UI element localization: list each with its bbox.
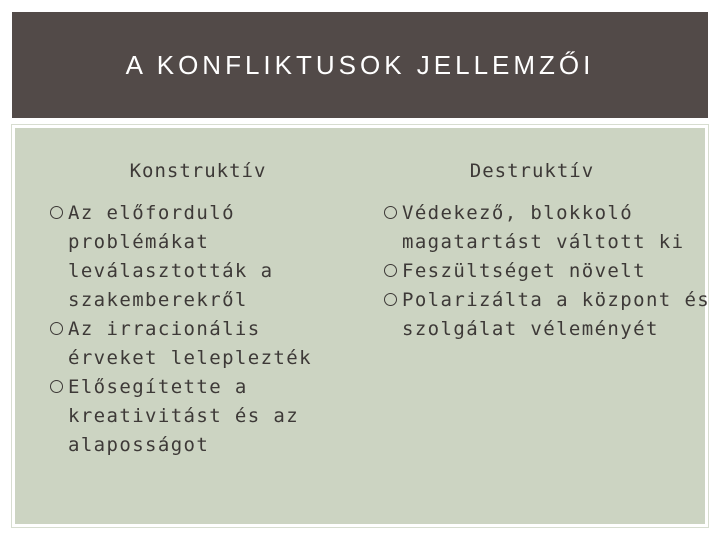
list-item — [48, 199, 363, 315]
circle-bullet-icon — [50, 206, 63, 219]
list-item-text: Elősegítette a kreativitást és az alaposságot — [68, 376, 300, 456]
list-item — [382, 199, 720, 257]
column-destructive — [382, 128, 712, 344]
list-item-text: Feszültséget növelt — [402, 260, 646, 282]
list-item — [48, 373, 363, 460]
circle-bullet-icon — [384, 293, 397, 306]
list-item — [382, 286, 720, 344]
list-item-text: Polarizálta a központ és szolgálat véleményét — [402, 289, 711, 340]
circle-bullet-icon — [384, 264, 397, 277]
circle-bullet-icon — [50, 380, 63, 393]
bullet-list-constructive — [48, 199, 378, 460]
bullet-list-destructive — [382, 199, 712, 344]
list-item-text: Az előforduló problémákat leválasztották a szakemberekről — [68, 202, 274, 311]
slide-title: A KONFLIKTUSOK JELLEMZŐI — [125, 49, 595, 80]
content-panel — [12, 125, 711, 527]
column-constructive — [48, 128, 378, 460]
list-item-text: Az irracionális érveket leleplezték — [68, 318, 312, 369]
column-heading-destructive: Destruktív — [469, 160, 595, 182]
title-bar — [12, 12, 708, 120]
column-heading-constructive: Konstruktív — [129, 160, 267, 182]
list-item — [382, 257, 720, 286]
list-item-text: Védekező, blokkoló magatartást váltott ki — [402, 202, 685, 253]
circle-bullet-icon — [384, 206, 397, 219]
list-item — [48, 315, 363, 373]
circle-bullet-icon — [50, 322, 63, 335]
